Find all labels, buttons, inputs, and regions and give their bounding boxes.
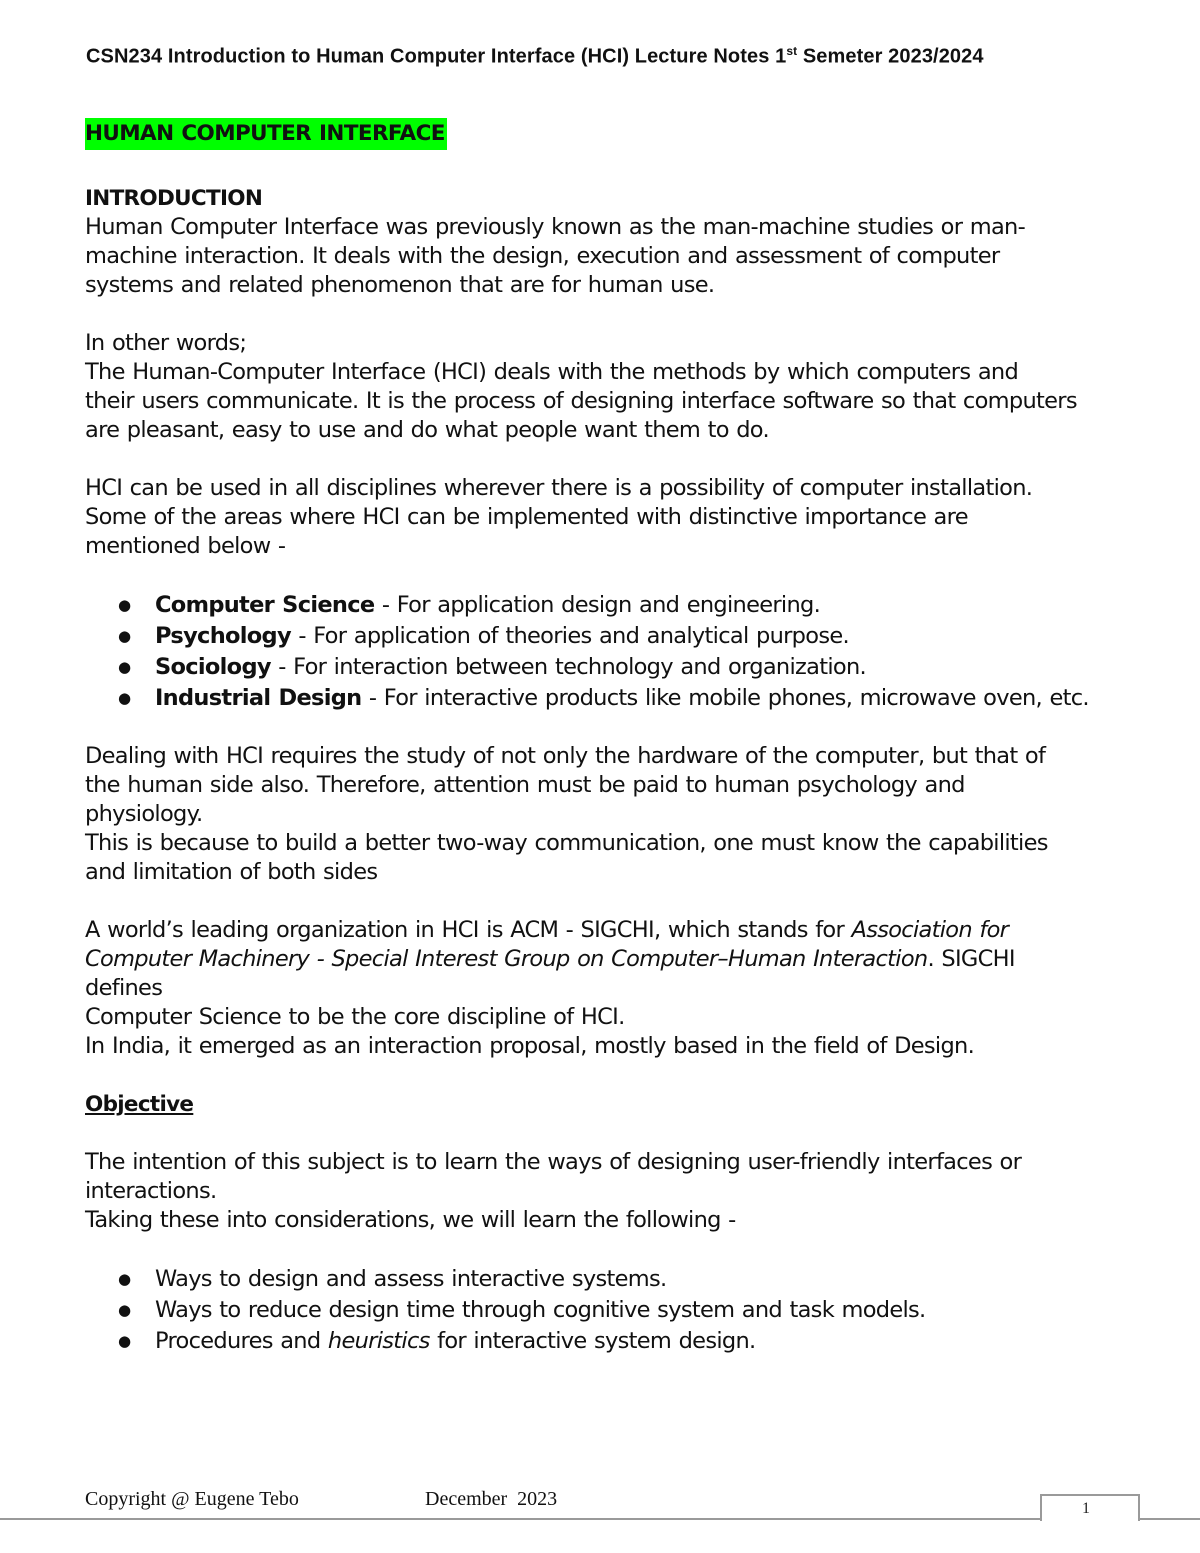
list-item bbox=[85, 683, 1130, 714]
text-line: systems and related phenomenon that are for human use. bbox=[85, 272, 715, 298]
text-line: In other words; bbox=[85, 330, 247, 356]
header-text: CSN234 Introduction to Human Computer Interface (HCI) Lecture Notes 1 bbox=[86, 45, 787, 68]
text-line: physiology. bbox=[85, 801, 203, 827]
text-line: mentioned below - bbox=[85, 533, 286, 559]
italic-text: Association for bbox=[851, 917, 1009, 943]
intro-paragraph-2 bbox=[85, 329, 1130, 445]
list-item bbox=[85, 590, 1130, 621]
area-description: - For application of theories and analytical purpose. bbox=[290, 623, 849, 649]
intro-paragraph-4 bbox=[85, 742, 1130, 887]
text-line: defines bbox=[85, 975, 163, 1001]
text-line: machine interaction. It deals with the design, execution and assessment of computer bbox=[85, 243, 1000, 269]
hci-areas-list bbox=[85, 590, 1130, 714]
italic-text: Computer Machinery - Special Interest Group on Computer–Human Interaction bbox=[85, 946, 928, 972]
page-number: 1 bbox=[1082, 1500, 1090, 1517]
text-line: A world’s leading organization in HCI is ACM - SIGCHI, which stands for bbox=[85, 917, 852, 943]
item-text: for interactive system design. bbox=[429, 1328, 756, 1354]
intro-paragraph-3 bbox=[85, 474, 1130, 561]
document-title: HUMAN COMPUTER INTERFACE bbox=[85, 118, 447, 150]
header-superscript: st bbox=[786, 44, 798, 58]
document-body bbox=[85, 118, 1130, 1357]
text-line: Computer Science to be the core discipline of HCI. bbox=[85, 1004, 625, 1030]
footer-copyright: Copyright @ Eugene Tebo bbox=[85, 1488, 299, 1510]
text-line: . SIGCHI bbox=[927, 946, 1015, 972]
text-line: their users communicate. It is the process of designing interface software so that computers bbox=[85, 388, 1077, 414]
header-text-end: Semeter 2023/2024 bbox=[797, 45, 984, 68]
objective-paragraph bbox=[85, 1148, 1130, 1235]
area-term: Sociology bbox=[155, 654, 271, 680]
text-line: Some of the areas where HCI can be implemented with distinctive importance are bbox=[85, 504, 968, 530]
list-item bbox=[85, 1295, 1130, 1326]
objective-heading: Objective bbox=[85, 1092, 194, 1117]
text-line: the human side also. Therefore, attention must be paid to human psychology and bbox=[85, 772, 965, 798]
introduction-heading: INTRODUCTION bbox=[85, 186, 263, 211]
area-description: - For application design and engineering. bbox=[374, 592, 821, 618]
intro-paragraph-5 bbox=[85, 916, 1130, 1061]
footer-date: December 2023 bbox=[425, 1488, 558, 1510]
text-line: HCI can be used in all disciplines wherever there is a possibility of computer installation. bbox=[85, 475, 1033, 501]
text-line: interactions. bbox=[85, 1178, 217, 1204]
page-number-tab bbox=[1040, 1494, 1140, 1521]
item-text: Ways to design and assess interactive systems. bbox=[155, 1266, 667, 1292]
text-line: The Human-Computer Interface (HCI) deals with the methods by which computers and bbox=[85, 359, 1019, 385]
italic-text: heuristics bbox=[327, 1328, 430, 1354]
text-line: Taking these into considerations, we will learn the following - bbox=[85, 1207, 736, 1233]
footer-divider bbox=[0, 1518, 1200, 1520]
text-line: The intention of this subject is to learn the ways of designing user-friendly interfaces or bbox=[85, 1149, 1022, 1175]
objective-list bbox=[85, 1264, 1130, 1357]
list-item bbox=[85, 652, 1130, 683]
item-text: Ways to reduce design time through cognitive system and task models. bbox=[155, 1297, 926, 1323]
text-line: Human Computer Interface was previously known as the man-machine studies or man- bbox=[85, 214, 1026, 240]
area-term: Industrial Design bbox=[155, 685, 362, 711]
text-line: and limitation of both sides bbox=[85, 859, 378, 885]
text-line: This is because to build a better two-way communication, one must know the capabilities bbox=[85, 830, 1048, 856]
text-line: are pleasant, easy to use and do what people want them to do. bbox=[85, 417, 769, 443]
area-description: - For interaction between technology and organization. bbox=[270, 654, 866, 680]
document-header bbox=[86, 44, 1126, 69]
text-line: Dealing with HCI requires the study of not only the hardware of the computer, but that of bbox=[85, 743, 1046, 769]
list-item bbox=[85, 1326, 1130, 1357]
text-line: In India, it emerged as an interaction proposal, mostly based in the field of Design. bbox=[85, 1033, 975, 1059]
area-term: Psychology bbox=[155, 623, 291, 649]
list-item bbox=[85, 1264, 1130, 1295]
intro-paragraph-1 bbox=[85, 213, 1130, 300]
area-description: - For interactive products like mobile phones, microwave oven, etc. bbox=[361, 685, 1089, 711]
list-item bbox=[85, 621, 1130, 652]
area-term: Computer Science bbox=[155, 592, 375, 618]
item-text: Procedures and bbox=[155, 1328, 328, 1354]
